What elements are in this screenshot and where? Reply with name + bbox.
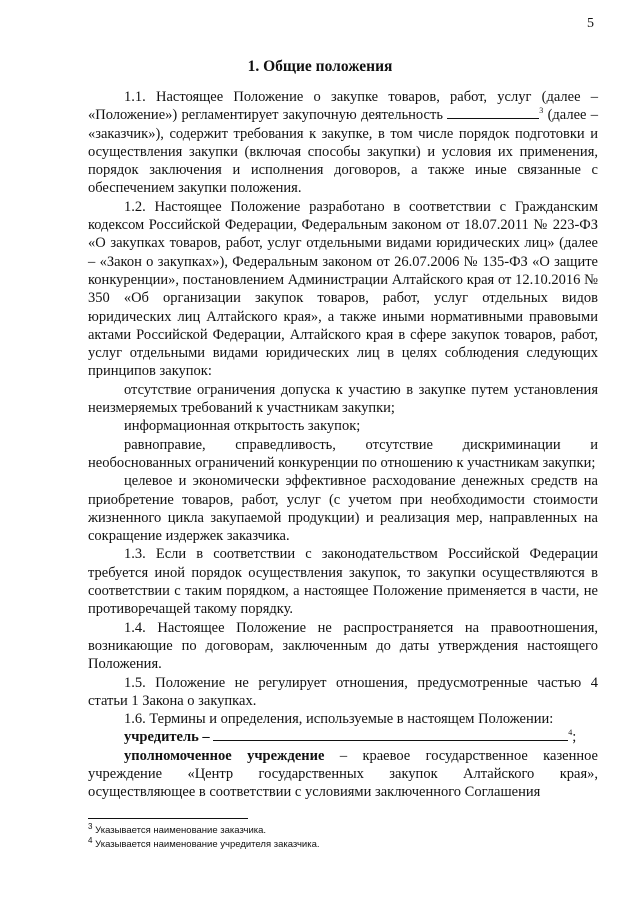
principle-4: целевое и экономически эффективное расходование денежных средств на приобретение товаров, работ, услуг (с учетом при необходимости стоимости жизненного цикла закупаемой продукции) и реализация мер, направленных на сокращение издержек заказчика. xyxy=(88,473,598,545)
footnote-ref-3: 3 xyxy=(539,106,544,116)
paragraph-1-4: 1.4. Настоящее Положение не распространяется на правоотношения, возникающие по договорам, заключенным до даты утверждения настоящего Положения. xyxy=(88,619,598,673)
term-founder-end: ; xyxy=(572,729,577,746)
footnote-3 xyxy=(88,821,320,838)
footnote-3-mark: 3 xyxy=(88,821,93,831)
footnote-3-text: Указывается наименование заказчика. xyxy=(95,825,267,836)
term-authorized-institution xyxy=(88,747,598,802)
term-founder xyxy=(88,728,598,746)
term-authorized-definition: – краевое государственное казенное учреждение «Центр государственных закупок Алтайского края», осуществляющее в соответствии с условиями заключенного Соглашения xyxy=(88,747,598,801)
section-heading: 1. Общие положения xyxy=(247,58,393,75)
page-number: 5 xyxy=(587,16,594,31)
paragraph-1-1 xyxy=(88,88,598,198)
paragraph-1-6: 1.6. Термины и определения, используемые в настоящем Положении: xyxy=(124,711,554,728)
paragraph-1-3: 1.3. Если в соответствии с законодательством Российской Федерации требуется иной порядок осуществления закупок, то закупки осуществляются в соответствии с таким порядком, а настоящее Положение применяется в части, не противоречащей такому порядку. xyxy=(88,546,598,618)
footnote-4-text: Указывается наименование учредителя заказчика. xyxy=(95,839,320,850)
footnote-4 xyxy=(88,835,320,852)
term-founder-label: учредитель – xyxy=(124,729,210,746)
footnote-4-mark: 4 xyxy=(88,835,93,845)
paragraph-1-1-start: 1.1. Настоящее Положение о закупке товаров, работ, услуг (далее – «Положение») регламентирует закупочную деятельность xyxy=(88,89,598,124)
paragraph-1-2: 1.2. Настоящее Положение разработано в соответствии с Гражданским кодексом Российской Федерации, Федеральным законом от 18.07.2011 № 223-ФЗ «О закупках товаров, работ, услуг отдельными видами юридических лиц» (далее – «Закон о закупках»), Федеральным законом от 26.07.2006 № 135-ФЗ «О защите конкуренции», постановлением Администрации Алтайского края от 12.10.2016 № 350 «Об организации закупок товаров, работ, услуг отдельных видов юридических лиц Алтайского края», а также иными нормативными правовыми актами Российской Федерации, Алтайского края в сфере закупок товаров, работ, услуг отдельными видами юридических лиц в целях соблюдения следующих принципов закупок: xyxy=(88,198,598,380)
footnote-ref-4: 4 xyxy=(568,728,573,738)
principle-2: информационная открытость закупок; xyxy=(124,418,361,435)
paragraph-1-5: 1.5. Положение не регулирует отношения, предусмотренные частью 4 статьи 1 Закона о закупках. xyxy=(88,674,598,709)
principle-1: отсутствие ограничения допуска к участию в закупке путем установления неизмеряемых требований к участникам закупки; xyxy=(88,381,598,417)
footnote-separator xyxy=(88,818,248,819)
customer-name-blank xyxy=(447,106,539,119)
term-authorized-label: уполномоченное учреждение xyxy=(124,747,325,764)
founder-name-blank xyxy=(213,728,568,741)
footnotes xyxy=(88,821,320,852)
paragraph-1-1-rest: (далее – «заказчик»), содержит требования к закупке, в том числе порядок подготовки и осуществления закупки (включая способы закупки) и условия их применения, порядок заключения и исполнения договоров, а также иные связанные с обеспечением закупки положения. xyxy=(88,107,598,197)
document-body xyxy=(88,88,598,802)
principle-3: равноправие, справедливость, отсутствие дискриминации и необоснованных ограничений конкуренции по отношению к участникам закупки; xyxy=(88,436,598,471)
